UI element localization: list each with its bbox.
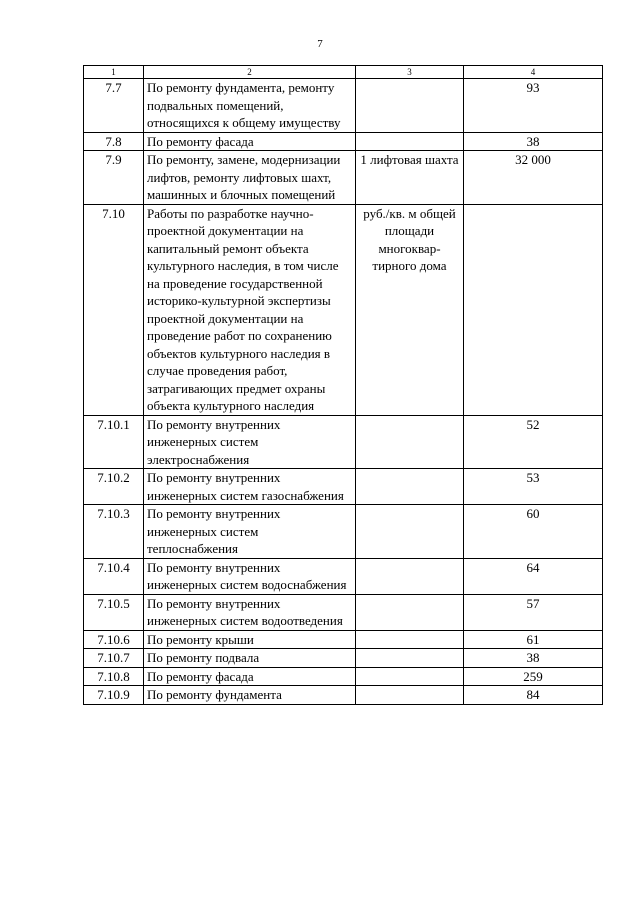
- row-unit: 1 лифтовая шахта: [356, 151, 464, 205]
- row-unit: [356, 686, 464, 705]
- row-number: 7.10.9: [84, 686, 144, 705]
- table-row: [84, 151, 603, 205]
- row-name: По ремонту внутренних инженерных систем водоотведения: [144, 594, 356, 630]
- row-value: 32 000: [464, 151, 603, 205]
- row-number: 7.7: [84, 79, 144, 133]
- table-header-row: [84, 66, 603, 79]
- page-number: 7: [317, 38, 323, 50]
- row-unit: [356, 667, 464, 686]
- row-name: По ремонту внутренних инженерных систем теплоснабжения: [144, 505, 356, 559]
- header-col-2: 2: [144, 66, 356, 79]
- header-col-3: 3: [356, 66, 464, 79]
- table-row: [84, 667, 603, 686]
- row-unit: [356, 594, 464, 630]
- table-row: [84, 204, 603, 415]
- row-number: 7.9: [84, 151, 144, 205]
- row-unit: [356, 469, 464, 505]
- row-value: 61: [464, 630, 603, 649]
- rates-table: [83, 65, 603, 705]
- row-name: По ремонту внутренних инженерных систем водоснабжения: [144, 558, 356, 594]
- row-name: По ремонту фундамента: [144, 686, 356, 705]
- row-name: По ремонту фасада: [144, 667, 356, 686]
- table-row: [84, 594, 603, 630]
- row-unit: [356, 630, 464, 649]
- header-col-4: 4: [464, 66, 603, 79]
- row-name: По ремонту фундамента, ремонту подвальных помещений, относящихся к общему имуществу: [144, 79, 356, 133]
- row-number: 7.10.3: [84, 505, 144, 559]
- row-unit: [356, 79, 464, 133]
- row-number: 7.10.8: [84, 667, 144, 686]
- row-value: 53: [464, 469, 603, 505]
- row-value: 38: [464, 132, 603, 151]
- row-unit: руб./кв. м общей площади многоквар-тирного дома: [356, 204, 464, 415]
- row-value: 52: [464, 415, 603, 469]
- table-row: [84, 415, 603, 469]
- row-value: 38: [464, 649, 603, 668]
- row-unit: [356, 649, 464, 668]
- row-name: По ремонту фасада: [144, 132, 356, 151]
- row-number: 7.10: [84, 204, 144, 415]
- row-number: 7.10.1: [84, 415, 144, 469]
- row-number: 7.10.5: [84, 594, 144, 630]
- row-name: По ремонту, замене, модернизации лифтов, ремонту лифтовых шахт, машинных и блочных помещений: [144, 151, 356, 205]
- row-number: 7.10.4: [84, 558, 144, 594]
- row-number: 7.10.2: [84, 469, 144, 505]
- row-unit: [356, 558, 464, 594]
- row-value: 259: [464, 667, 603, 686]
- row-number: 7.8: [84, 132, 144, 151]
- row-value: 64: [464, 558, 603, 594]
- row-number: 7.10.6: [84, 630, 144, 649]
- table-row: [84, 505, 603, 559]
- row-value: [464, 204, 603, 415]
- table-row: [84, 79, 603, 133]
- row-number: 7.10.7: [84, 649, 144, 668]
- row-unit: [356, 505, 464, 559]
- row-value: 93: [464, 79, 603, 133]
- row-value: 60: [464, 505, 603, 559]
- row-name: Работы по разработке научно-проектной документации на капитальный ремонт объекта культурного наследия, в том числе на проведение государственной историко-культурной экспертизы проектной документации на проведение работ по сохранению объектов культурного наследия в случае проведения работ, затрагивающих предмет охраны объекта культурного наследия: [144, 204, 356, 415]
- row-name: По ремонту подвала: [144, 649, 356, 668]
- header-col-1: 1: [84, 66, 144, 79]
- row-name: По ремонту внутренних инженерных систем газоснабжения: [144, 469, 356, 505]
- row-value: 57: [464, 594, 603, 630]
- row-name: По ремонту внутренних инженерных систем электроснабжения: [144, 415, 356, 469]
- table-row: [84, 630, 603, 649]
- row-unit: [356, 415, 464, 469]
- table-row: [84, 132, 603, 151]
- row-unit: [356, 132, 464, 151]
- table-row: [84, 686, 603, 705]
- table-row: [84, 649, 603, 668]
- table-row: [84, 558, 603, 594]
- table-row: [84, 469, 603, 505]
- row-name: По ремонту крыши: [144, 630, 356, 649]
- row-value: 84: [464, 686, 603, 705]
